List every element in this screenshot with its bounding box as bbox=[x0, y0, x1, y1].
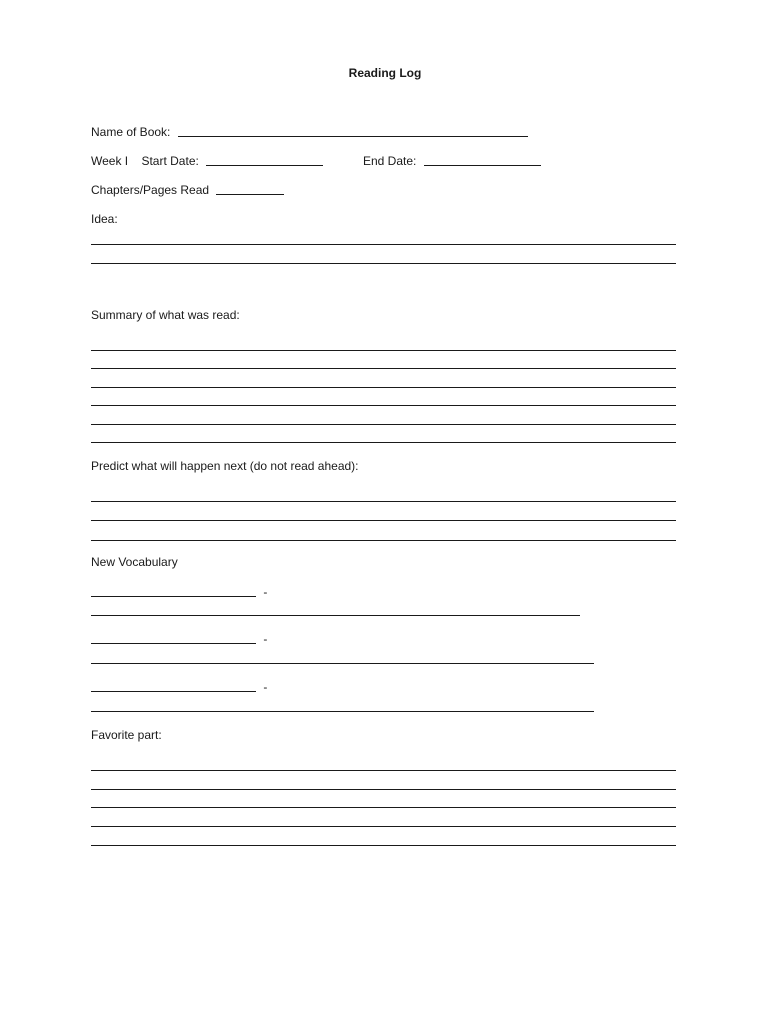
page-title: Reading Log bbox=[348, 66, 422, 80]
favorite-line[interactable] bbox=[91, 807, 676, 808]
start-date-field[interactable] bbox=[206, 153, 323, 166]
vocab-separator: - bbox=[263, 632, 268, 646]
predict-heading bbox=[91, 458, 359, 474]
vocab-word-row bbox=[91, 584, 267, 600]
vocab-definition-line[interactable] bbox=[91, 615, 580, 616]
vocab-separator: - bbox=[263, 680, 268, 694]
idea-label: Idea: bbox=[91, 212, 118, 226]
vocab-definition-line[interactable] bbox=[91, 663, 594, 664]
week-row bbox=[91, 153, 323, 169]
summary-line[interactable] bbox=[91, 387, 676, 388]
vocab-word-field[interactable] bbox=[91, 631, 256, 644]
predict-line[interactable] bbox=[91, 540, 676, 541]
vocab-word-row bbox=[91, 679, 267, 695]
summary-line[interactable] bbox=[91, 350, 676, 351]
week-label: Week I bbox=[91, 154, 129, 168]
vocab-label: New Vocabulary bbox=[91, 555, 178, 569]
summary-line[interactable] bbox=[91, 442, 676, 443]
favorite-heading bbox=[91, 727, 162, 743]
book-name-label: Name of Book: bbox=[91, 125, 171, 139]
start-date-label: Start Date: bbox=[141, 154, 199, 168]
idea-line[interactable] bbox=[91, 244, 676, 245]
favorite-line[interactable] bbox=[91, 845, 676, 846]
favorite-label: Favorite part: bbox=[91, 728, 162, 742]
vocab-definition-line[interactable] bbox=[91, 711, 594, 712]
vocab-word-field[interactable] bbox=[91, 584, 256, 597]
end-date-row bbox=[363, 153, 541, 169]
chapters-field[interactable] bbox=[216, 182, 284, 195]
summary-line[interactable] bbox=[91, 424, 676, 425]
predict-label: Predict what will happen next (do not read ahead): bbox=[91, 459, 359, 473]
vocab-word-field[interactable] bbox=[91, 679, 256, 692]
summary-heading bbox=[91, 307, 240, 323]
idea-line[interactable] bbox=[91, 263, 676, 264]
end-date-field[interactable] bbox=[424, 153, 541, 166]
favorite-line[interactable] bbox=[91, 770, 676, 771]
summary-line[interactable] bbox=[91, 368, 676, 369]
book-name-row bbox=[91, 124, 528, 140]
chapters-label: Chapters/Pages Read bbox=[91, 183, 210, 197]
favorite-line[interactable] bbox=[91, 826, 676, 827]
vocab-word-row bbox=[91, 631, 267, 647]
end-date-label: End Date: bbox=[363, 154, 417, 168]
favorite-line[interactable] bbox=[91, 789, 676, 790]
vocab-separator: - bbox=[263, 585, 268, 599]
predict-line[interactable] bbox=[91, 501, 676, 502]
summary-line[interactable] bbox=[91, 405, 676, 406]
predict-line[interactable] bbox=[91, 520, 676, 521]
chapters-row bbox=[91, 182, 284, 198]
summary-label: Summary of what was read: bbox=[91, 308, 240, 322]
vocab-heading bbox=[91, 554, 178, 570]
book-name-field[interactable] bbox=[178, 124, 528, 137]
idea-heading bbox=[91, 211, 118, 227]
